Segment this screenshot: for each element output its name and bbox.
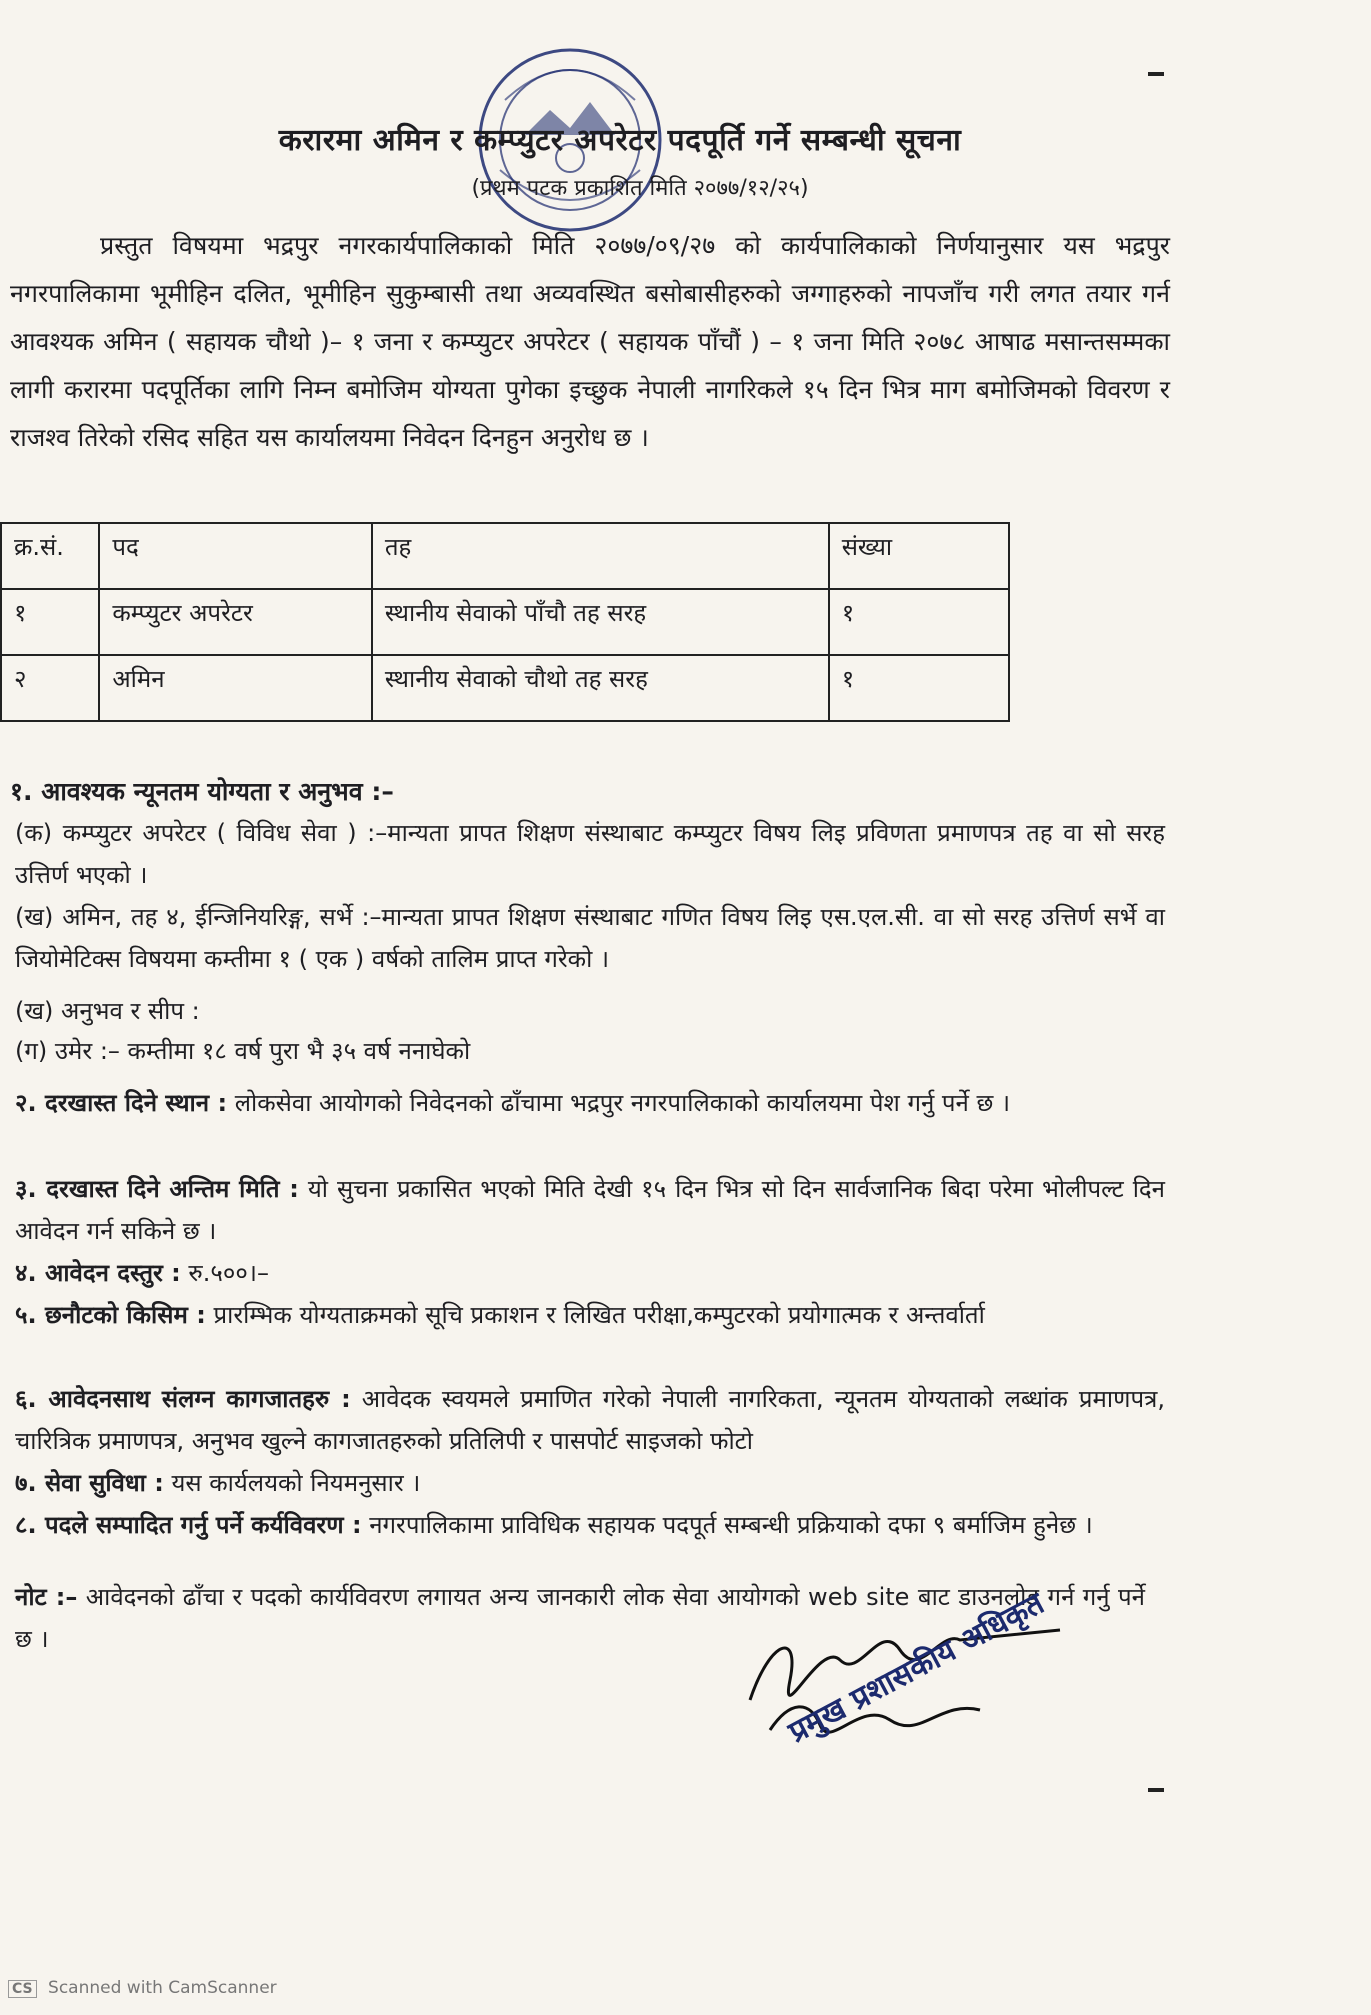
- scanner-text: Scanned with CamScanner: [48, 1978, 277, 1998]
- table-cell: कम्प्युटर अपरेटर: [99, 589, 371, 655]
- section-text: यो सुचना प्रकासित भएको मिति देखी १५ दिन भित्र सो दिन सार्वजानिक बिदा परेमा भोलीपल्ट दिन आवेदन गर्न सकिने छ ।: [15, 1175, 1165, 1245]
- notice-subtitle: (प्रथम पटक प्रकाशित मिति २०७७/१२/२५): [471, 176, 809, 201]
- intro-paragraph: प्रस्तुत विषयमा भद्रपुर नगरकार्यपालिकाको मिति २०७७/०९/२७ को कार्यपालिकाको निर्णयानुसार यस भद्रपुर नगरपालिकामा भूमीहिन दलित, भूमीहिन सुकुम्बासी तथा अव्यवस्थित बसोबासीहरुको जग्गाहरुको नापजाँच गरी लगत तयार गर्न आवश्यक अमिन ( सहायक चौथो )– १ जना र कम्प्युटर अपरेटर ( सहायक पाँचौं ) – १ जना मिति २०७८ आषाढ मसान्तसम्मका लागी करारमा पदपूर्तिका लागि निम्न बमोजिम योग्यता पुगेका इच्छुक नेपाली नागरिकले १५ दिन भित्र माग बमोजिमको विवरण र राजश्व तिरेको रसिद सहित यस कार्यालयमा निवेदन दिनहुन अनुरोध छ ।: [10, 231, 1170, 452]
- section-selection-type: [15, 1294, 1165, 1336]
- section-text: आवेदक स्वयमले प्रमाणित गरेको नेपाली नागरिकता, न्यूनतम योग्यताको लब्धांक प्रमाणपत्र, चारित्रिक प्रमाणपत्र, अनुभव खुल्ने कागजातहरुको प्रतिलिपी र पासपोर्ट साइजको फोटो: [15, 1385, 1165, 1455]
- scanner-badge: CS: [8, 1980, 37, 1998]
- qualification-experience: (ख) अनुभव र सीप :: [15, 997, 200, 1025]
- table-cell: २: [1, 655, 99, 721]
- qualification-age: (ग) उमेर :– कम्तीमा १८ वर्ष पुरा भै ३५ वर्ष ननाघेको: [15, 1037, 471, 1065]
- office-stamp: प्रमुख प्रशासकीय अधिकृत: [783, 1586, 1050, 1751]
- table-cell: स्थानीय सेवाको पाँचौ तह सरह: [372, 589, 829, 655]
- table-cell: १: [829, 655, 1009, 721]
- table-row: [1, 589, 1009, 655]
- section-fee: [15, 1252, 1165, 1294]
- notice-title: करारमा अमिन र कम्प्युटर अपरेटर पदपूर्ति गर्ने सम्बन्धी सूचना: [278, 123, 962, 158]
- section-text: रु.५००।–: [188, 1259, 269, 1287]
- scanner-footer: [8, 1978, 277, 1998]
- section-facilities: [15, 1462, 1165, 1504]
- section-label: ४. आवेदन दस्तुर :: [15, 1259, 181, 1287]
- section-text: आवेदनको ढाँचा र पदको कार्यविवरण लगायत अन्य जानकारी लोक सेवा आयोगको web site बाट डाउनलोड गर्न गर्नु पर्ने छ ।: [15, 1583, 1145, 1653]
- section-text: नगरपालिकामा प्राविधिक सहायक पदपूर्त सम्बन्धी प्रक्रियाको दफा ९ बर्माजिम हुनेछ ।: [369, 1511, 1093, 1539]
- section-label: ७. सेवा सुविधा :: [15, 1469, 164, 1497]
- section-text: यस कार्यलयको नियमनुसार ।: [171, 1469, 421, 1497]
- section-label: ५. छनौटको किसिम :: [15, 1301, 206, 1329]
- column-header: क्र.सं.: [1, 523, 99, 589]
- table-row: [1, 655, 1009, 721]
- table-cell: स्थानीय सेवाको चौथो तह सरह: [372, 655, 829, 721]
- table-cell: १: [1, 589, 99, 655]
- section-deadline: [15, 1168, 1165, 1252]
- qualification-computer-operator: (क) कम्प्युटर अपरेटर ( विविध सेवा ) :–मान्यता प्रापत शिक्षण संस्थाबाट कम्प्युटर विषय लिइ प्रविणता प्रमाणपत्र तह वा सो सरह उत्तिर्ण भएको ।: [15, 819, 1165, 889]
- column-header: पद: [99, 523, 371, 589]
- qualification-heading: १. आवश्यक न्यूनतम योग्यता र अनुभव :–: [10, 777, 394, 806]
- section-label: ३. दरखास्त दिने अन्तिम मिति :: [15, 1175, 299, 1203]
- posts-table: [0, 522, 1010, 722]
- scan-mark: [1148, 1788, 1164, 1792]
- table-cell: अमिन: [99, 655, 371, 721]
- table-header-row: [1, 523, 1009, 589]
- section-label: नोट :–: [15, 1583, 78, 1611]
- section-job-description: [15, 1504, 1165, 1546]
- section-documents: [15, 1378, 1165, 1462]
- qualification-amin: (ख) अमिन, तह ४, ईन्जिनियरिङ्ग, सर्भे :–मान्यता प्रापत शिक्षण संस्थाबाट गणित विषय लिइ एस.एल.सी. वा सो सरह उत्तिर्ण सर्भे वा जियोमेटिक्स विषयमा कम्तीमा १ ( एक ) वर्षको तालिम प्राप्त गरेको ।: [15, 903, 1165, 973]
- column-header: तह: [372, 523, 829, 589]
- table-cell: १: [829, 589, 1009, 655]
- section-label: ८. पदले सम्पादित गर्नु पर्ने कर्यविवरण :: [15, 1511, 362, 1539]
- section-application-place: [15, 1082, 1165, 1124]
- section-label: २. दरखास्त दिने स्थान :: [15, 1089, 228, 1117]
- section-text: प्रारम्भिक योग्यताक्रमको सूचि प्रकाशन र लिखित परीक्षा,कम्पुटरको प्रयोगात्मक र अन्तर्वार्ता: [213, 1301, 985, 1329]
- scan-mark: [1148, 72, 1164, 76]
- section-label: ६. आवेदनसाथ संलग्न कागजातहरु :: [15, 1385, 351, 1413]
- column-header: संख्या: [829, 523, 1009, 589]
- section-text: लोकसेवा आयोगको निवेदनको ढाँचामा भद्रपुर नगरपालिकाको कार्यालयमा पेश गर्नु पर्ने छ ।: [234, 1089, 1011, 1117]
